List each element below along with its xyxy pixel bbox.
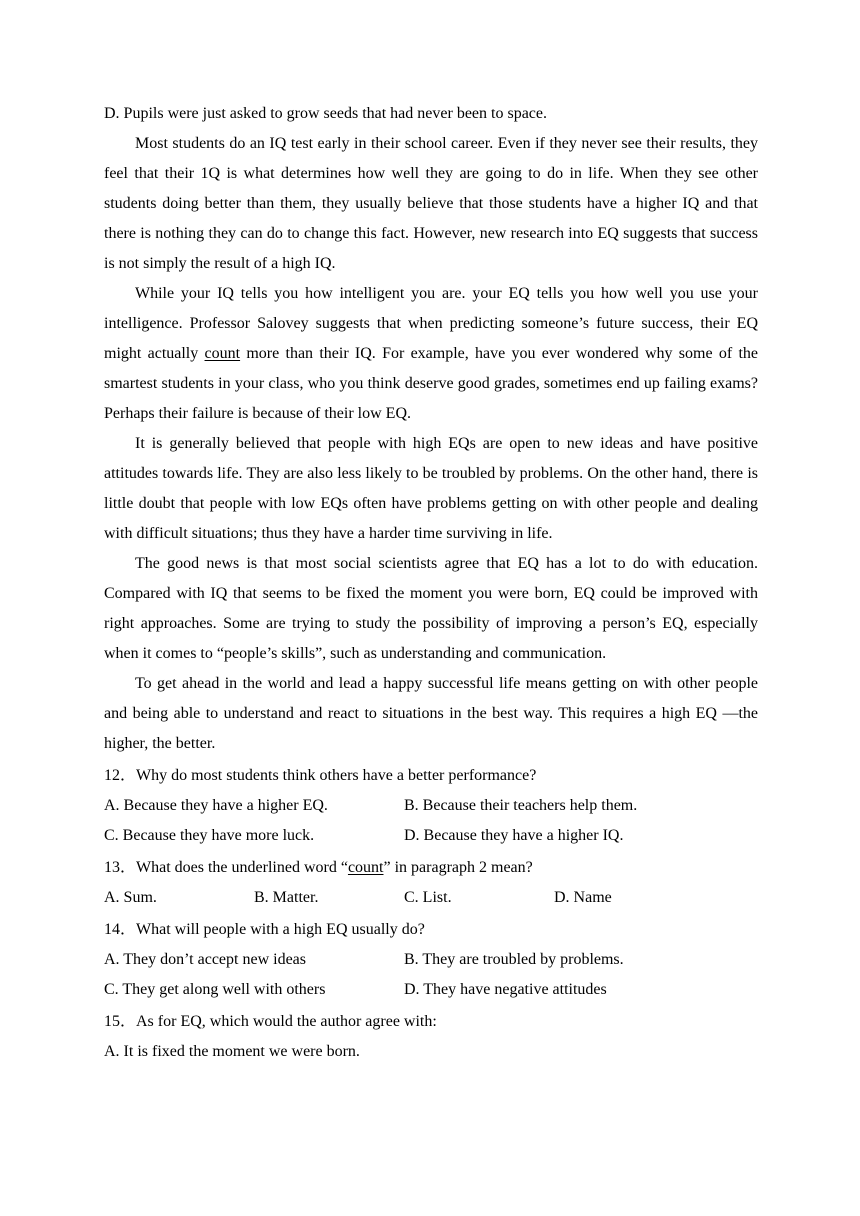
question-12-option-c: C. Because they have more luck.: [104, 827, 315, 844]
question-14-option-b: B. They are troubled by problems.: [404, 951, 624, 968]
question-13-option-c: C. List.: [404, 889, 452, 906]
question-14-options-row-2: [104, 975, 758, 1005]
question-12-option-b: B. Because their teachers help them.: [404, 797, 638, 814]
question-13-stem-after: ” in paragraph 2 mean?: [383, 859, 533, 876]
passage-paragraph-2: [104, 279, 758, 429]
passage-paragraph-3: It is generally believed that people with high EQs are open to new ideas and have positive attitudes towards life. They are also less likely to be troubled by problems. On the other hand, there is little doubt that people with low EQs often have problems getting on with other people and dealing with difficult situations; thus they have a harder time surviving in life.: [104, 435, 758, 542]
question-15-options-row-1: [104, 1037, 758, 1067]
question-12-options-row-2: [104, 821, 758, 851]
question-12-option-d: D. Because they have a higher IQ.: [404, 827, 624, 844]
question-13-underlined-word: count: [347, 859, 384, 876]
question-14-options-row-1: [104, 945, 758, 975]
paragraph-2-text-before: While your IQ tells you how intelligent you are. your EQ tells you how well you use your intelligence. Professor Salovey suggests that when predicting someone’s future success, their EQ might actually: [104, 285, 758, 362]
question-14-option-c: C. They get along well with others: [104, 981, 326, 998]
question-13-option-a: A. Sum.: [104, 889, 157, 906]
question-15-option-a: A. It is fixed the moment we were born.: [104, 1043, 360, 1060]
passage-paragraph-4: The good news is that most social scientists agree that EQ has a lot to do with education. Compared with IQ that seems to be fixed the moment you were born, EQ could be improved with right approaches. Some are trying to study the possibility of improving a person’s EQ, especially when it comes to “people’s skills”, such as understanding and communication.: [104, 555, 758, 662]
page-content: [104, 99, 758, 1067]
question-12-stem: 12．Why do most students think others have a better performance?: [104, 767, 537, 784]
paragraph-2-text-after: more than their IQ. For example, have you ever wondered why some of the smartest students in your class, who you think deserve good grades, sometimes end up failing exams? Perhaps their failure is because of their low EQ.: [104, 345, 758, 422]
passage-paragraph-5: To get ahead in the world and lead a happy successful life means getting on with other people and being able to understand and react to situations in the best way. This requires a high EQ —the higher, the better.: [104, 675, 758, 752]
question-13-stem-before: 13．What does the underlined word “: [104, 859, 348, 876]
question-14-option-d: D. They have negative attitudes: [404, 981, 607, 998]
question-15-stem: 15．As for EQ, which would the author agree with:: [104, 1013, 437, 1030]
question-12-options-row-1: [104, 791, 758, 821]
passage-paragraph-1: Most students do an IQ test early in their school career. Even if they never see their results, they feel that their 1Q is what determines how well they are going to do in life. When they see other students doing better than them, they usually believe that those students have a higher IQ and that there is nothing they can do to change this fact. However, new research into EQ suggests that success is not simply the result of a high IQ.: [104, 135, 758, 272]
question-13-options-row: [104, 883, 758, 913]
question-14-stem: 14．What will people with a high EQ usually do?: [104, 921, 425, 938]
question-14-option-a: A. They don’t accept new ideas: [104, 951, 307, 968]
previous-question-option-d: D. Pupils were just asked to grow seeds that had never been to space.: [104, 105, 547, 122]
question-12-option-a: A. Because they have a higher EQ.: [104, 797, 328, 814]
question-13-option-b: B. Matter.: [254, 889, 319, 906]
question-13-stem: [104, 853, 758, 883]
question-13-option-d: D. Name: [554, 889, 612, 906]
underlined-word-count: count: [204, 345, 241, 362]
